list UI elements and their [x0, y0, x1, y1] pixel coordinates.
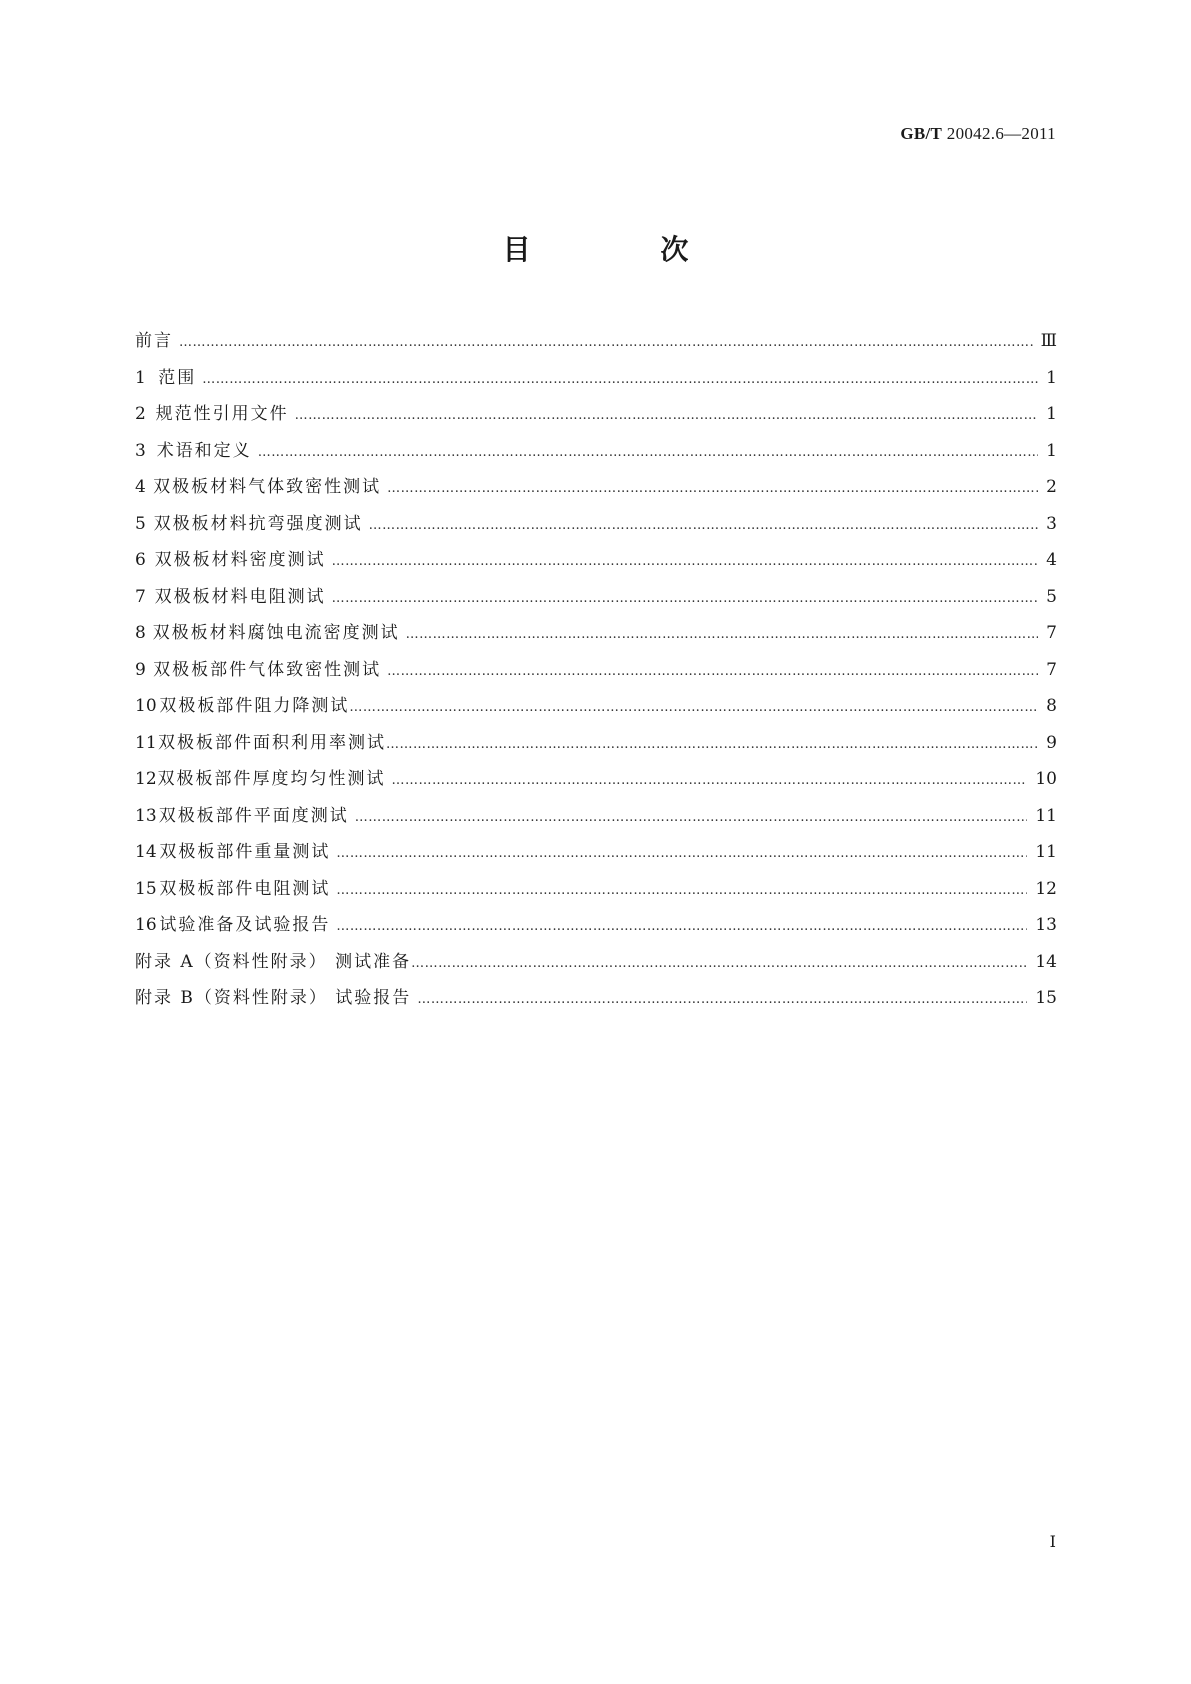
table-of-contents: [135, 326, 1057, 1020]
toc-item-11[interactable]: [135, 728, 1057, 765]
toc-item-label: 双极板部件重量测试: [159, 842, 331, 862]
toc-item-number: 9: [135, 659, 146, 680]
toc-item-8[interactable]: [135, 618, 1057, 655]
toc-item-15[interactable]: [135, 874, 1057, 911]
toc-item-number: 14: [135, 842, 157, 862]
toc-item-number: 3: [135, 440, 146, 461]
toc-leader-dots: [406, 627, 1039, 642]
toc-item-page: 7: [1046, 659, 1057, 680]
toc-item-appendix-b[interactable]: [135, 983, 1057, 1020]
toc-item-number: 7: [135, 586, 146, 607]
toc-item-label: 双极板材料电阻测试: [154, 586, 326, 607]
toc-item-page: 3: [1046, 513, 1057, 534]
toc-leader-dots: [369, 518, 1039, 533]
toc-leader-dots: [295, 408, 1039, 423]
toc-item-14[interactable]: [135, 837, 1057, 874]
toc-leader-dots: [387, 664, 1038, 679]
toc-item-page: 7: [1046, 623, 1057, 643]
toc-leader-dots: [332, 554, 1039, 569]
toc-item-page: 11: [1035, 842, 1057, 862]
toc-item-number: 10: [135, 696, 157, 716]
toc-item-6[interactable]: [135, 545, 1057, 582]
toc-leader-dots: [336, 919, 1027, 934]
toc-item-label: 附录 B（资料性附录） 试验报告: [135, 988, 412, 1008]
toc-leader-dots: [387, 481, 1038, 496]
toc-leader-dots: [336, 883, 1027, 898]
toc-item-page: 12: [1035, 878, 1057, 899]
page-number: I: [1049, 1532, 1056, 1551]
toc-item-page: 13: [1035, 915, 1057, 935]
toc-item-2[interactable]: [135, 399, 1057, 436]
toc-item-page: 11: [1035, 805, 1057, 826]
toc-leader-dots: [386, 737, 1038, 752]
toc-leader-dots: [179, 335, 1033, 350]
toc-item-page: 1: [1046, 367, 1057, 388]
standard-code: [900, 124, 1056, 144]
toc-item-number: 13: [135, 805, 157, 826]
toc-item-label: 术语和定义: [156, 440, 252, 461]
toc-item-page: 8: [1046, 696, 1057, 716]
toc-item-label: 范围: [158, 367, 197, 388]
toc-item-page: Ⅲ: [1040, 331, 1057, 351]
toc-leader-dots: [332, 591, 1039, 606]
toc-leader-dots: [411, 956, 1027, 971]
toc-item-number: 5: [135, 513, 146, 534]
toc-item-foreword[interactable]: [135, 326, 1057, 363]
toc-item-label: 附录 A（资料性附录） 测试准备: [135, 951, 412, 972]
toc-leader-dots: [349, 700, 1038, 715]
toc-item-label: 规范性引用文件: [155, 404, 289, 424]
toc-item-number: 12: [135, 769, 157, 789]
standard-code-prefix: GB/T: [900, 124, 943, 143]
toc-item-number: 11: [135, 732, 157, 753]
toc-item-5[interactable]: [135, 509, 1057, 546]
toc-item-page: 14: [1035, 951, 1057, 972]
toc-item-number: 8: [135, 623, 146, 643]
toc-item-label: 双极板部件面积利用率测试: [158, 732, 387, 753]
toc-item-label: 双极板材料气体致密性测试: [153, 477, 382, 497]
toc-leader-dots: [417, 992, 1027, 1007]
toc-item-number: 4: [135, 477, 146, 497]
toc-item-page: 9: [1046, 732, 1057, 753]
toc-item-label: 双极板材料腐蚀电流密度测试: [152, 623, 400, 643]
toc-leader-dots: [391, 773, 1027, 788]
toc-item-label: 双极板材料密度测试: [154, 550, 326, 570]
toc-item-label: 双极板材料抗弯强度测试: [153, 513, 363, 534]
toc-item-page: 15: [1035, 988, 1057, 1008]
toc-item-number: 6: [135, 550, 146, 570]
toc-item-10[interactable]: [135, 691, 1057, 728]
toc-item-page: 1: [1046, 440, 1057, 461]
toc-item-7[interactable]: [135, 582, 1057, 619]
toc-item-page: 10: [1035, 769, 1057, 789]
toc-item-label: 前言: [135, 331, 173, 351]
toc-leader-dots: [355, 810, 1028, 825]
toc-item-16[interactable]: [135, 910, 1057, 947]
toc-item-page: 5: [1046, 586, 1057, 607]
toc-item-number: 16: [135, 915, 157, 935]
toc-item-label: 双极板部件阻力降测试: [159, 696, 350, 716]
toc-item-3[interactable]: [135, 436, 1057, 473]
toc-item-page: 4: [1046, 550, 1057, 570]
toc-item-number: 1: [135, 367, 146, 388]
toc-item-label: 双极板部件平面度测试: [158, 805, 349, 826]
toc-leader-dots: [336, 846, 1027, 861]
standard-code-number: 20042.6—2011: [946, 124, 1056, 143]
toc-leader-dots: [258, 445, 1038, 460]
toc-item-number: 2: [135, 404, 146, 424]
toc-item-page: 2: [1046, 477, 1057, 497]
toc-item-label: 试验准备及试验报告: [159, 915, 331, 935]
toc-item-label: 双极板部件气体致密性测试: [153, 659, 382, 680]
toc-leader-dots: [202, 372, 1038, 387]
toc-item-label: 双极板部件电阻测试: [159, 878, 331, 899]
toc-item-13[interactable]: [135, 801, 1057, 838]
toc-item-appendix-a[interactable]: [135, 947, 1057, 984]
toc-item-page: 1: [1046, 404, 1057, 424]
toc-item-4[interactable]: [135, 472, 1057, 509]
toc-item-1[interactable]: [135, 363, 1057, 400]
toc-item-9[interactable]: [135, 655, 1057, 692]
toc-item-number: 15: [135, 878, 157, 899]
toc-item-label: 双极板部件厚度均匀性测试: [157, 769, 386, 789]
toc-item-12[interactable]: [135, 764, 1057, 801]
page-title: 目 次: [502, 233, 749, 266]
